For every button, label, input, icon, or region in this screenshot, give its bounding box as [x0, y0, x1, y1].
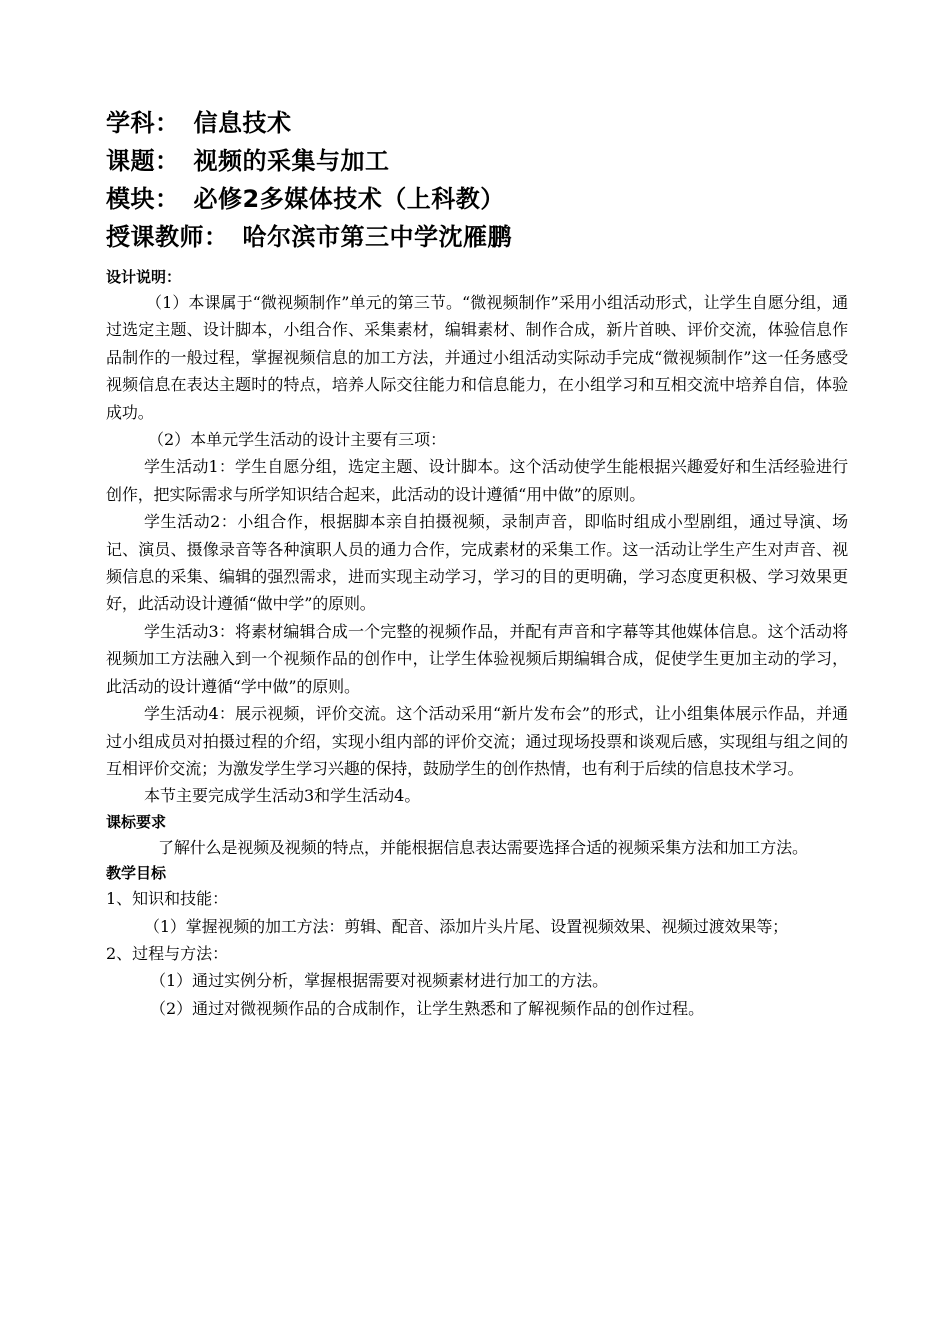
- topic-label: 课题：: [106, 147, 180, 175]
- goal-2-title: 2、过程与方法：: [106, 943, 229, 963]
- subject-label: 学科：: [106, 109, 180, 137]
- goal-1-title: 1、知识和技能：: [106, 889, 229, 909]
- module-value: 必修2多媒体技术（上科教）: [193, 185, 505, 213]
- goals-heading: 教学目标: [106, 864, 167, 883]
- document-body: [106, 104, 848, 1022]
- subject-line: [106, 104, 848, 142]
- activity-2: 学生活动2：小组合作，根据脚本亲自拍摄视频，录制声音，即临时组成小型剧组，通过导演、场记、演员、摄像录音等各种演职人员的通力合作，完成素材的采集工作。这一活动让学生产生对声音、视频信息的采集、编辑的强烈需求，进而实现主动学习，学习的目的更明确，学习态度更积极、学习效果更好，此活动设计遵循“做中学”的原则。: [106, 512, 848, 614]
- teacher-line: [106, 218, 848, 256]
- module-label: 模块：: [106, 185, 180, 213]
- teacher-value: 哈尔滨市第三中学沈雁鹏: [242, 223, 512, 251]
- activity-4: 学生活动4：展示视频，评价交流。这个活动采用“新片发布会”的形式，让小组集体展示作品，并通过小组成员对拍摄过程的介绍，实现小组内部的评价交流；通过现场投票和谈观后感，实现组与组之间的互相评价交流；为激发学生学习兴趣的保持，鼓励学生的创作热情，也有利于后续的信息技术学习。: [106, 704, 848, 778]
- goal-2-item-1: （1）通过实例分析，掌握根据需要对视频素材进行加工的方法。: [150, 971, 609, 991]
- standard-text: 了解什么是视频及视频的特点，并能根据信息表达需要选择合适的视频采集方法和加工方法。: [158, 837, 808, 857]
- topic-value: 视频的采集与加工: [193, 147, 390, 175]
- design-heading: 设计说明：: [106, 268, 182, 286]
- standard-heading: 课标要求: [106, 812, 167, 831]
- activity-3: 学生活动3：将素材编辑合成一个完整的视频作品，并配有声音和字幕等其他媒体信息。这个活动将视频加工方法融入到一个视频作品的创作中，让学生体验视频后期编辑合成，促使学生更加主动的学习，此活动的设计遵循“学中做”的原则。: [106, 621, 848, 696]
- activity-1: 学生活动1：学生自愿分组，选定主题、设计脚本。这个活动使学生能根据兴趣爱好和生活经验进行创作，把实际需求与所学知识结合起来，此活动的设计遵循“用中做”的原则。: [106, 457, 848, 504]
- goal-1-item-1: （1）掌握视频的加工方法：剪辑、配音、添加片头片尾、设置视频效果、视频过渡效果等；: [144, 916, 789, 936]
- design-paragraph-1: （1）本课属于“微视频制作”单元的第三节。“微视频制作”采用小组活动形式，让学生自愿分组，通过选定主题、设计脚本，小组合作、采集素材，编辑素材、制作合成，新片首映、评价交流，体验信息作品制作的一般过程，掌握视频信息的加工方法，并通过小组活动实际动手完成“微视频制作”这一任务感受视频信息在表达主题时的特点，培养人际交往能力和信息能力，在小组学习和互相交流中培养自信，体验成功。: [106, 293, 848, 422]
- design-summary: 本节主要完成学生活动3和学生活动4。: [144, 786, 421, 806]
- goal-2-item-2: （2）通过对微视频作品的合成制作，让学生熟悉和了解视频作品的创作过程。: [150, 998, 705, 1018]
- teacher-label: 授课教师：: [106, 223, 229, 251]
- topic-line: [106, 142, 848, 180]
- subject-value: 信息技术: [193, 109, 292, 137]
- design-paragraph-2: （2）本单元学生活动的设计主要有三项：: [148, 430, 447, 450]
- module-line: [106, 180, 848, 218]
